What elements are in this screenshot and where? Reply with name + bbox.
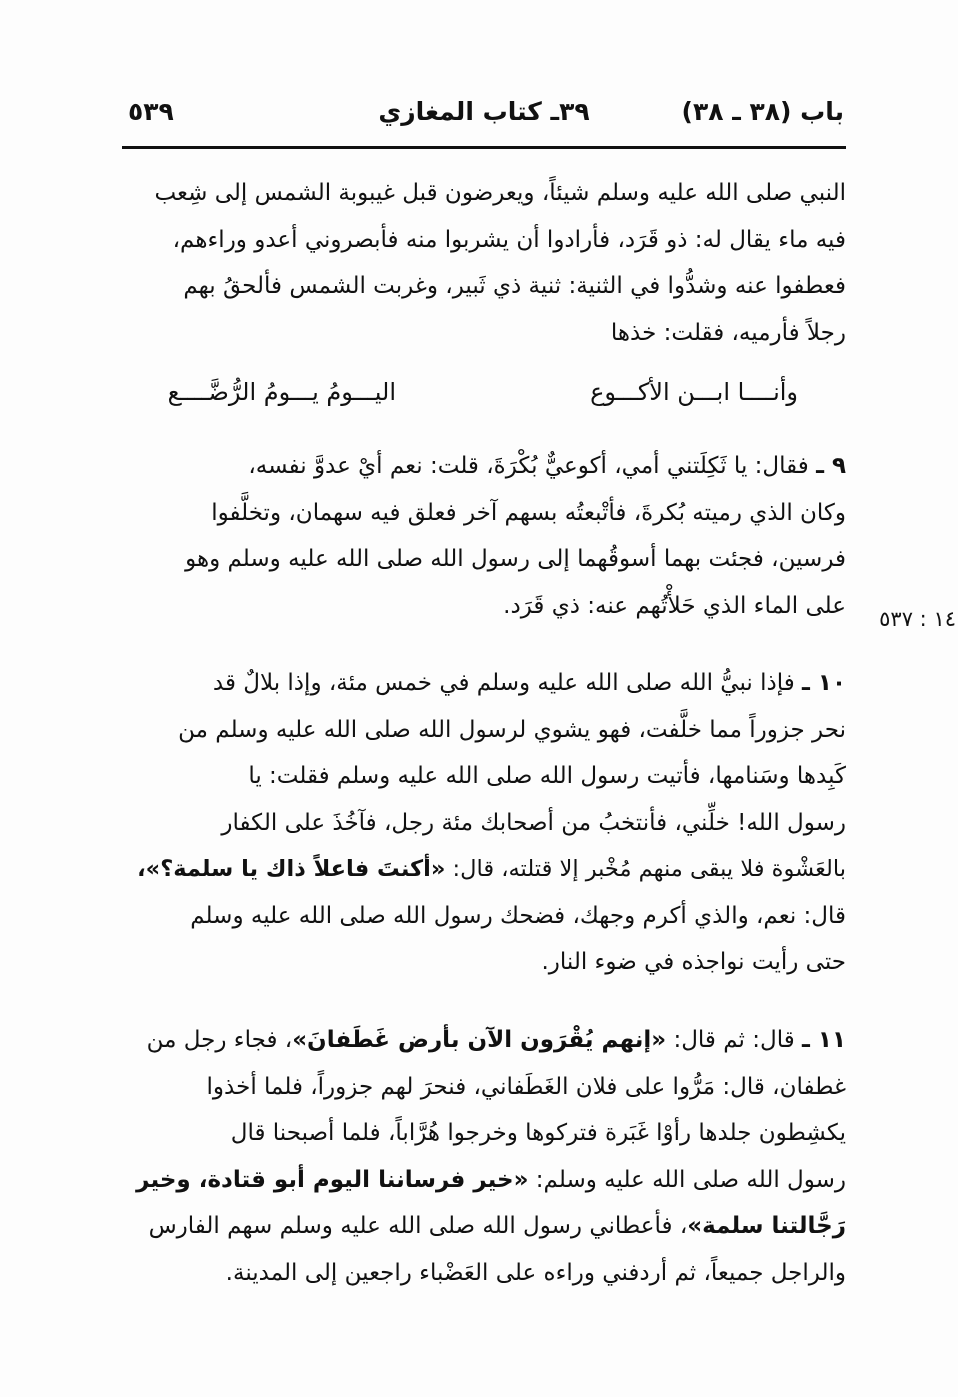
- text-line: [122, 1017, 846, 1064]
- text-line: [122, 846, 846, 893]
- hadith-quote: «خير فرساننا اليوم أبو قتادة، وخير: [136, 1166, 529, 1193]
- page-number: ٥٣٩: [128, 97, 174, 126]
- verse: [122, 378, 846, 428]
- text-line: [122, 1157, 846, 1204]
- text-line: [122, 443, 846, 490]
- text-line: رجلاً فأرميه، فقلت: خذها: [610, 319, 846, 346]
- text-line: رسول الله! خلِّني، فأنتخبُ من أصحابك مئة رجل، فآخُذَ على الكفار: [221, 809, 846, 836]
- paragraph-continuation: [122, 170, 846, 356]
- text-run: فإذا نبيُّ الله صلى الله عليه وسلم في خمس مئة، وإذا بلالٌ قد: [212, 670, 795, 696]
- text-line: فيه ماء يقال له: ذو قَرَد، فأرادوا أن يشربوا منه فأبصروني أعدو وراءهم،: [172, 226, 846, 253]
- text-line: النبي صلى الله عليه وسلم شيئاً، ويعرضون قبل غيبوبة الشمس إلى شِعب: [154, 180, 846, 206]
- chapter-heading: باب (٣٨ ـ ٣٨): [681, 97, 844, 126]
- book-title: ٣٩ـ كتاب المغازي: [378, 97, 590, 126]
- text-line: قال: نعم، والذي أكرم وجهك، فضحك رسول الله صلى الله عليه وسلم: [190, 902, 846, 929]
- text-line: [122, 1203, 846, 1250]
- text-line: غطفان، قال: مَرُّوا على فلان الغَطَفاني، فنحرَ لهم جزوراً، فلما أخذوا: [206, 1073, 846, 1100]
- margin-reference: [856, 596, 956, 642]
- text-line: [122, 660, 846, 707]
- header-rule: [122, 146, 846, 149]
- text-line: يكشِطون جلدها رأوْا غَبَرة فتركوها وخرجوا هُرَّاباً، فلما أصبحنا قال: [230, 1120, 846, 1146]
- paragraph-10: [122, 660, 846, 986]
- text-run: ، فأعطاني رسول الله صلى الله عليه وسلم سهم الفارس: [148, 1213, 688, 1239]
- text-run: قال: ثم قال:: [666, 1027, 795, 1053]
- text-run: بالعَشْوة فلا يبقى منهم مُخْبر إلا قتلته، قال:: [445, 856, 846, 882]
- text-line: على الماء الذي حَلأْتُهم عنه: ذي قَرَد.: [503, 592, 846, 619]
- paragraph-number: ١٠ ـ: [802, 670, 846, 696]
- verse-first-hemistich: وأنــــا ابـــن الأكـــوع: [590, 378, 798, 406]
- text-run: ، فجاء رجل من: [146, 1027, 293, 1053]
- text-line: حتى رأيت نواجذه في ضوء النار.: [541, 949, 846, 975]
- hadith-quote: رَجَّالتنا سلمة»: [687, 1213, 846, 1239]
- text-line: فعطفوا عنه وشدُّوا في الثنية: ثنية ذي ثَبير، وغربت الشمس فألحقُ بهم: [183, 273, 846, 299]
- paragraph-11: [122, 1017, 846, 1296]
- text-line: وكان الذي رميته بُكرةَ، فأتْبعتُه بسهم آخر فعلق فيه سهمان، وتخلَّفوا: [211, 499, 846, 526]
- text-line: فرسين، فجئت بهما أسوقُهما إلى رسول الله صلى الله عليه وسلم وهو: [185, 546, 846, 572]
- text-line: كَبِدها وسَنامها، فأتيت رسول الله صلى الله عليه وسلم فقلت: يا: [248, 763, 846, 789]
- page-header: [124, 92, 844, 136]
- text-line: نحر جزوراً مما خلَّفت، فهو يشوي لرسول الله صلى الله عليه وسلم من: [178, 716, 846, 743]
- paragraph-9: [122, 443, 846, 629]
- paragraph-number: ١١ ـ: [802, 1027, 846, 1053]
- text-line: والراجل جميعاً، ثم أردفني وراءه على العَضْباء راجعين إلى المدينة.: [225, 1259, 846, 1286]
- verse-second-hemistich: اليـــومُ يـــومُ الرُّضَّــــع: [167, 378, 396, 406]
- text-run: فقال: يا ثَكِلَتني أمي، أكوعيٌّ بُكْرَةَ، قلت: نعم أيْ عدوَّ نفسه،: [248, 453, 809, 479]
- margin-reference-text: ١٤ : ٥٣٧: [879, 607, 956, 631]
- hadith-quote: «إنهم يُقْرَون الآن بأرض غَطَفانَ»: [292, 1027, 667, 1053]
- paragraph-number: ٩ ـ: [816, 453, 846, 479]
- hadith-quote: «أكنتَ فاعلاً ذاك يا سلمة؟»،: [137, 856, 446, 882]
- text-run: رسول الله صلى الله عليه وسلم:: [528, 1166, 846, 1193]
